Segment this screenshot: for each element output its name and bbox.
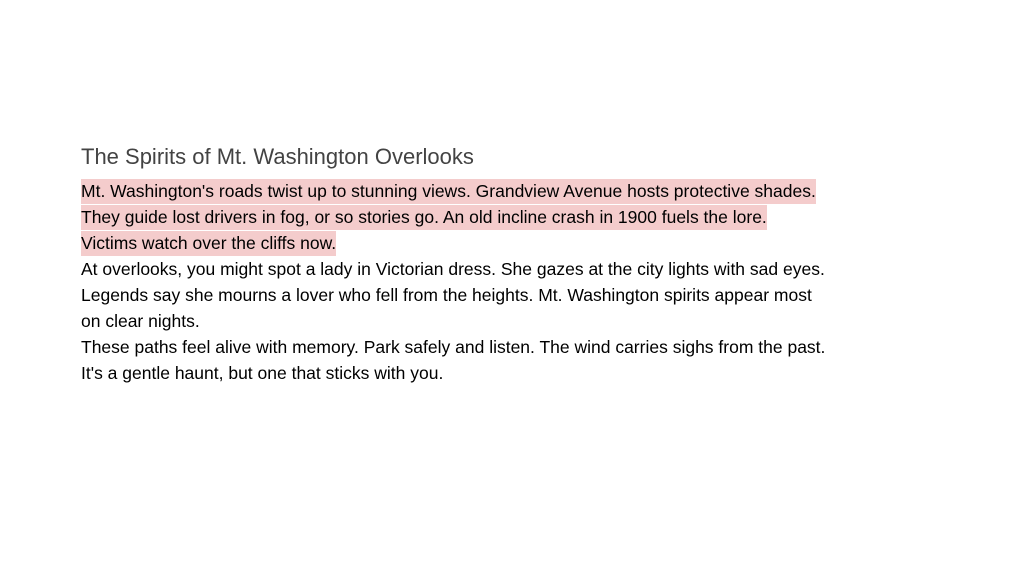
document-content xyxy=(81,142,961,386)
paragraph-2 xyxy=(81,256,961,334)
paragraph-line xyxy=(81,230,961,256)
paragraph-line: on clear nights. xyxy=(81,311,200,331)
paragraph-line: At overlooks, you might spot a lady in Victorian dress. She gazes at the city lights with sad eyes. xyxy=(81,259,825,279)
document-title: The Spirits of Mt. Washington Overlooks xyxy=(81,144,474,169)
document-body xyxy=(81,178,961,386)
paragraph-line xyxy=(81,178,961,204)
highlighted-text: Victims watch over the cliffs now. xyxy=(81,231,336,256)
paragraph-3 xyxy=(81,334,961,386)
highlighted-text: They guide lost drivers in fog, or so stories go. An old incline crash in 1900 fuels the lore. xyxy=(81,205,767,230)
paragraph-line: These paths feel alive with memory. Park safely and listen. The wind carries sighs from the past. xyxy=(81,337,826,357)
paragraph-line: It's a gentle haunt, but one that sticks with you. xyxy=(81,363,444,383)
paragraph-line: Legends say she mourns a lover who fell from the heights. Mt. Washington spirits appear most xyxy=(81,285,812,305)
highlighted-text: Mt. Washington's roads twist up to stunning views. Grandview Avenue hosts protective shades. xyxy=(81,179,816,204)
paragraph-line xyxy=(81,204,961,230)
paragraph-1-highlighted xyxy=(81,178,961,256)
